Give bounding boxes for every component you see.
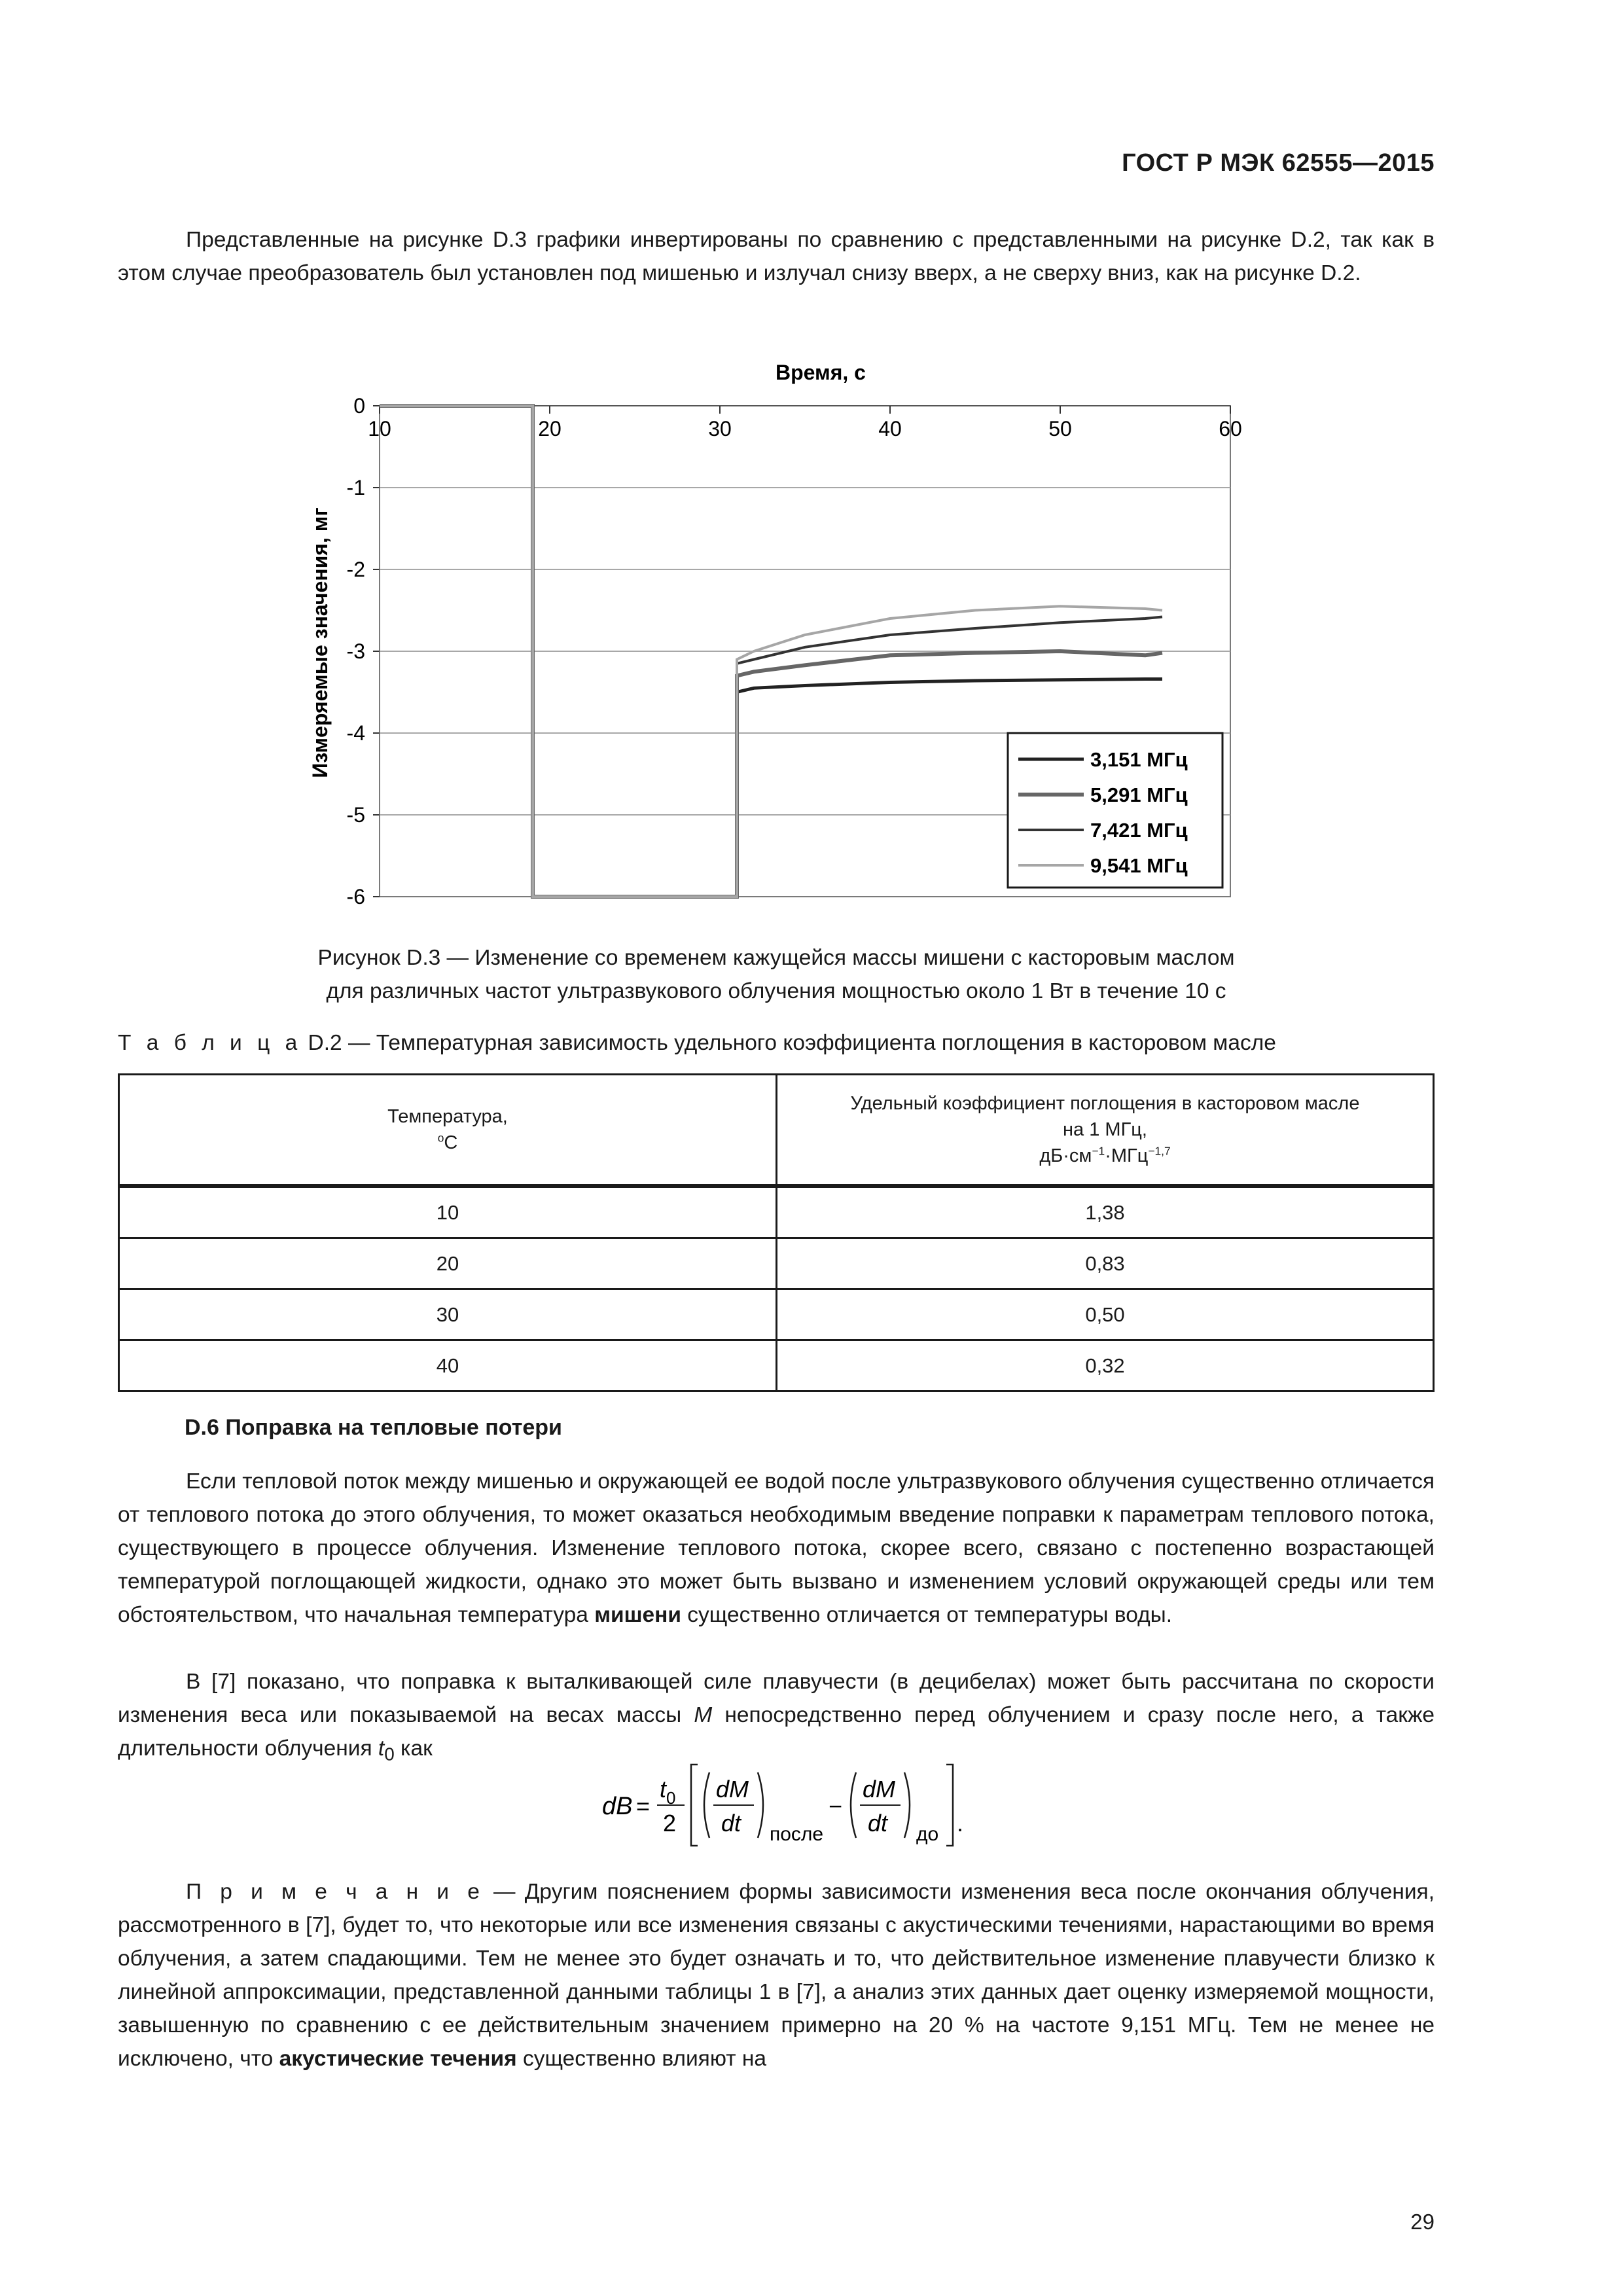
figure-d3-chart [288,347,1270,923]
para2-var-t-sub: 0 [384,1744,395,1765]
absorption-table [118,1073,1435,1392]
unit-db-cm: дБ·см [1039,1145,1092,1166]
cell-temperature: 20 [119,1238,777,1289]
header-temperature-unit-text: C [444,1132,458,1153]
correction-formula [576,1754,995,1852]
formula-equals: = [636,1793,651,1820]
formula-dt-1: dt [721,1810,741,1837]
figure-caption-line1: Рисунок D.3 — Изменение со временем кажущейся массы мишени с касторовым маслом [317,946,1235,970]
y-tick-label: 0 [353,394,365,418]
note-bold: акустические течения [279,2047,517,2071]
header-coefficient-line1: Удельный коэффициент поглощения в касторовом масле [850,1093,1360,1114]
formula-right-bracket [946,1765,953,1846]
formula-left-paren-1 [704,1772,709,1838]
header-temperature [119,1075,777,1187]
formula-dm-1: dM [716,1776,749,1803]
page-number: 29 [1410,2210,1435,2234]
unit-mhz-sup: −1,7 [1148,1144,1171,1158]
para2-var-m: M [694,1703,713,1727]
figure-caption-line2: для различных частот ультразвукового облучения мощностью около 1 Вт в течение 10 с [326,979,1226,1003]
y-tick-label: -5 [346,803,365,827]
para1-text-b: существенно отличается от температуры воды. [681,1603,1173,1627]
formula-minus: − [829,1793,843,1820]
formula-dm-2: dM [863,1776,896,1803]
formula-left-paren-2 [851,1772,856,1838]
chart-y-axis-label: Измеряемые значения, мг [308,507,332,778]
section-title: D.6 Поправка на тепловые потери [185,1415,562,1440]
table-row [119,1238,1434,1289]
formula-before-label: до [916,1823,939,1845]
chart-title: Время, с [776,361,866,384]
para1-text-a: Если тепловой поток между мишенью и окружающей ее водой после ультразвукового облучения существенно отличается от теплового потока до этого облучения, то может оказаться необходимым введение поправки к параметрам теплового потока, существующего в процессе облучения. Изменение теплового потока, скорее всего, связано с постепенно возрастающей температурой поглощающей жидкости, однако это может быть вызвано и изменением условий окружающей среды или тем обстоятельством, что начальная температура [118,1469,1435,1627]
header-coefficient-line2: на 1 МГц, [1063,1119,1147,1140]
table-title-label: Т а б л и ц а [118,1031,302,1055]
cell-temperature: 10 [119,1186,777,1238]
unit-mhz: ·МГц [1105,1145,1149,1166]
header-temperature-title: Температура, [387,1106,508,1127]
x-tick-label: 10 [368,417,391,440]
cell-temperature: 30 [119,1289,777,1340]
x-tick-label: 50 [1048,417,1072,440]
formula-lhs: dB [602,1793,633,1820]
intro-paragraph: Представленные на рисунке D.3 графики инвертированы по сравнению с представленными на рисунке D.2, так как в этом случае преобразователь был установлен под мишенью и излучал снизу вверх, а не сверху вниз, как на рисунке D.2. [118,228,1435,285]
para2-text-b: непосредственно перед облучением и сразу после него, а также длительности облучения [118,1703,1435,1761]
formula-after-label: после [770,1823,824,1845]
x-tick-label: 40 [878,417,902,440]
cell-coefficient: 1,38 [777,1186,1434,1238]
cell-coefficient: 0,32 [777,1340,1434,1391]
formula-t-sub: 0 [666,1788,676,1808]
legend-label: 3,151 МГц [1090,748,1188,771]
header-temperature-unit [120,1130,776,1156]
document-header: ГОСТ Р МЭК 62555—2015 [1122,149,1435,177]
x-tick-label: 30 [708,417,732,440]
legend-label: 5,291 МГц [1090,783,1188,806]
cell-coefficient: 0,83 [777,1238,1434,1289]
section-paragraph-1 [118,1465,1435,1632]
note-paragraph [118,1875,1435,2075]
y-tick-label: -6 [346,885,365,908]
formula-t0 [660,1776,675,1808]
table-row [119,1186,1434,1238]
x-tick-label: 60 [1219,417,1242,440]
formula-left-bracket [691,1765,698,1846]
note-label: П р и м е ч а н и е [186,1880,484,1904]
table-title-text: D.2 — Температурная зависимость удельного коэффициента поглощения в касторовом масле [302,1031,1276,1055]
formula-right-paren-2 [904,1772,910,1838]
header-coefficient [777,1075,1434,1187]
table-title [118,1026,1276,1060]
cell-coefficient: 0,50 [777,1289,1434,1340]
legend-label: 9,541 МГц [1090,854,1188,877]
table-header-row [119,1075,1434,1187]
cell-temperature: 40 [119,1340,777,1391]
y-tick-label: -2 [346,558,365,581]
para2-text-a: В [7] показано, что поправка к выталкивающей силе плавучести (в децибелах) может быть рассчитана по скорости изменения веса или показываемой на весах массы [118,1670,1435,1727]
legend-label: 7,421 МГц [1090,819,1188,842]
y-tick-label: -4 [346,721,365,745]
para1-bold: мишени [594,1603,681,1627]
formula-dt-2: dt [868,1810,888,1837]
table-row [119,1340,1434,1391]
note-text-a: — Другим пояснением формы зависимости изменения веса после окончания облучения, рассмотренного в [7], будет то, что некоторые или все изменения связаны с акустическими течениями, нарастающими во время облучения, а затем спадающими. Тем не менее это будет означать и то, что действительное изменение плавучести близко к линейной аппроксимации, представленной данными таблицы 1 в [7], а анализ этих данных дает оценку измеряемой мощности, завышенную по сравнению с ее действительным значением примерно на 20 % на частоте 9,151 МГц. Тем не менее не исключено, что [118,1880,1435,2071]
header-temperature-unit-sup: o [437,1131,444,1145]
y-tick-label: -3 [346,639,365,663]
formula-t: t [660,1776,667,1803]
formula-denominator: 2 [663,1810,677,1837]
formula-period: . [957,1810,964,1837]
unit-db-cm-sup: −1 [1092,1144,1105,1158]
note-text-b: существенно влияют на [516,2047,766,2071]
formula-right-paren-1 [758,1772,763,1838]
x-tick-label: 20 [538,417,562,440]
y-tick-label: -1 [346,476,365,499]
para2-text-c: как [394,1736,433,1761]
header-coefficient-unit [777,1143,1433,1169]
para2-var-t: t [378,1736,385,1761]
table-row [119,1289,1434,1340]
